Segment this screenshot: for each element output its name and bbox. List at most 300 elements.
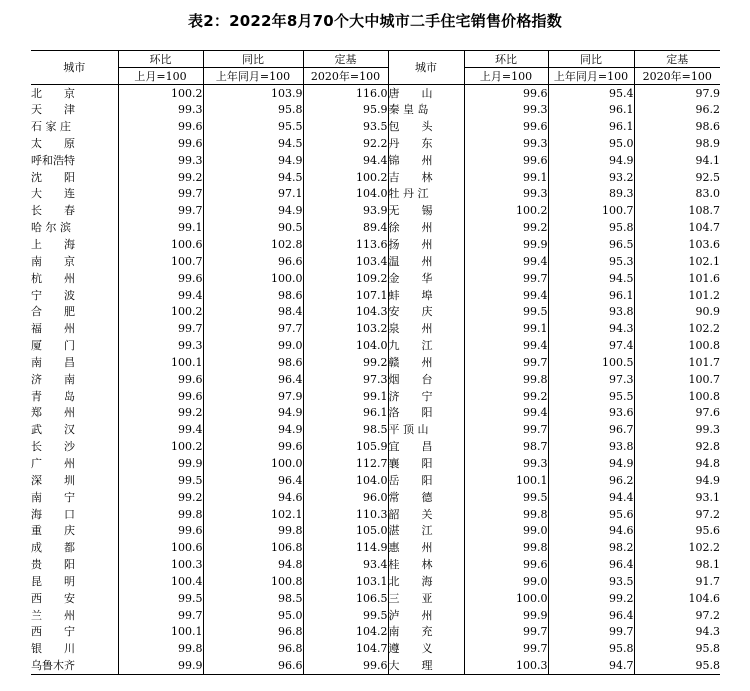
cell-mom-left: 99.5 — [118, 590, 203, 607]
cell-yoy-right: 94.6 — [548, 522, 634, 539]
cell-fixed-right: 101.6 — [634, 270, 720, 287]
table-row — [31, 354, 720, 371]
cell-fixed-left: 99.2 — [303, 354, 388, 371]
cell-city-left: 西 安 — [31, 591, 75, 605]
cell-mom-left: 99.6 — [118, 388, 203, 405]
cell-yoy-right: 100.7 — [548, 202, 634, 219]
cell-yoy-left: 96.6 — [203, 657, 303, 674]
cell-mom-right: 99.9 — [464, 236, 548, 253]
header-city-right: 城市 — [388, 51, 464, 85]
cell-yoy-right: 96.5 — [548, 236, 634, 253]
table-row — [31, 219, 720, 236]
cell-yoy-left: 96.4 — [203, 472, 303, 489]
table-row — [31, 657, 720, 674]
cell-fixed-left: 114.9 — [303, 539, 388, 556]
cell-mom-left: 100.1 — [118, 624, 203, 641]
cell-yoy-right: 96.4 — [548, 607, 634, 624]
cell-city-left: 成 都 — [31, 541, 75, 555]
cell-mom-left: 99.8 — [118, 640, 203, 657]
cell-mom-right: 99.2 — [464, 388, 548, 405]
cell-city-right: 三 亚 — [388, 590, 464, 607]
cell-yoy-left: 103.9 — [203, 85, 303, 102]
cell-city-left: 宁 波 — [31, 288, 75, 302]
table-row — [31, 337, 720, 354]
cell-city-right: 平 顶 山 — [388, 421, 464, 438]
cell-mom-right: 100.0 — [464, 590, 548, 607]
cell-yoy-left: 94.5 — [203, 169, 303, 186]
cell-city-right: 襄 阳 — [388, 455, 464, 472]
table-row — [31, 152, 720, 169]
cell-fixed-right: 91.7 — [634, 573, 720, 590]
cell-yoy-right: 96.1 — [548, 101, 634, 118]
cell-mom-left: 99.9 — [118, 657, 203, 674]
cell-fixed-left: 103.2 — [303, 320, 388, 337]
cell-fixed-left: 103.1 — [303, 573, 388, 590]
cell-mom-left: 100.3 — [118, 556, 203, 573]
cell-city-right: 无 锡 — [388, 202, 464, 219]
cell-mom-right: 99.6 — [464, 118, 548, 135]
header-city-left: 城市 — [31, 51, 118, 85]
cell-mom-right: 99.6 — [464, 85, 548, 102]
cell-fixed-left: 98.5 — [303, 421, 388, 438]
cell-mom-right: 99.5 — [464, 489, 548, 506]
cell-yoy-left: 102.1 — [203, 506, 303, 523]
cell-city-left: 合 肥 — [31, 305, 75, 319]
cell-city-left: 呼和浩特 — [31, 153, 75, 167]
cell-city-right: 大 理 — [388, 657, 464, 674]
cell-yoy-right: 96.7 — [548, 421, 634, 438]
cell-city-right: 扬 州 — [388, 236, 464, 253]
cell-yoy-left: 94.9 — [203, 405, 303, 422]
cell-city-left: 西 宁 — [31, 625, 75, 639]
cell-yoy-left: 94.9 — [203, 152, 303, 169]
cell-city-right: 北 海 — [388, 573, 464, 590]
cell-city-right: 唐 山 — [388, 85, 464, 102]
cell-mom-right: 99.0 — [464, 573, 548, 590]
cell-fixed-right: 97.9 — [634, 85, 720, 102]
cell-city-right: 常 德 — [388, 489, 464, 506]
cell-fixed-left: 104.0 — [303, 472, 388, 489]
cell-fixed-left: 116.0 — [303, 85, 388, 102]
header-fixed-right: 定基 — [634, 51, 720, 68]
cell-yoy-right: 96.2 — [548, 472, 634, 489]
cell-yoy-right: 94.5 — [548, 270, 634, 287]
cell-mom-right: 99.1 — [464, 320, 548, 337]
table-header — [31, 51, 720, 85]
table-row — [31, 556, 720, 573]
cell-fixed-left: 93.5 — [303, 118, 388, 135]
cell-city-right: 济 宁 — [388, 388, 464, 405]
cell-yoy-right: 95.4 — [548, 85, 634, 102]
table-row — [31, 388, 720, 405]
cell-yoy-left: 95.8 — [203, 101, 303, 118]
cell-mom-right: 99.0 — [464, 522, 548, 539]
table-row — [31, 287, 720, 304]
cell-yoy-right: 95.8 — [548, 640, 634, 657]
cell-yoy-left: 94.6 — [203, 489, 303, 506]
cell-fixed-left: 104.0 — [303, 186, 388, 203]
table-row — [31, 624, 720, 641]
cell-mom-right: 99.2 — [464, 219, 548, 236]
cell-city-right: 桂 林 — [388, 556, 464, 573]
cell-yoy-left: 95.0 — [203, 607, 303, 624]
cell-mom-right: 99.3 — [464, 455, 548, 472]
cell-city-left: 银 川 — [31, 642, 75, 656]
cell-mom-left: 99.6 — [118, 135, 203, 152]
cell-fixed-right: 98.1 — [634, 556, 720, 573]
cell-city-right: 南 充 — [388, 624, 464, 641]
cell-fixed-left: 107.1 — [303, 287, 388, 304]
table-row — [31, 455, 720, 472]
header-fixed-left: 定基 — [303, 51, 388, 68]
cell-city-left: 南 昌 — [31, 355, 75, 369]
cell-city-left: 上 海 — [31, 238, 75, 252]
cell-fixed-left: 99.6 — [303, 657, 388, 674]
cell-yoy-left: 98.4 — [203, 303, 303, 320]
cell-yoy-left: 99.0 — [203, 337, 303, 354]
cell-city-left: 石 家 庄 — [31, 120, 71, 134]
cell-mom-left: 99.7 — [118, 320, 203, 337]
cell-yoy-left: 97.1 — [203, 186, 303, 203]
cell-mom-left: 99.3 — [118, 101, 203, 118]
cell-mom-right: 100.2 — [464, 202, 548, 219]
table-row — [31, 186, 720, 203]
cell-city-right: 锦 州 — [388, 152, 464, 169]
cell-fixed-left: 104.3 — [303, 303, 388, 320]
cell-city-left: 太 原 — [31, 136, 75, 150]
cell-fixed-right: 92.8 — [634, 438, 720, 455]
cell-mom-left: 100.6 — [118, 236, 203, 253]
cell-mom-right: 99.8 — [464, 371, 548, 388]
table-row — [31, 85, 720, 102]
cell-city-right: 岳 阳 — [388, 472, 464, 489]
cell-fixed-left: 96.0 — [303, 489, 388, 506]
cell-mom-left: 100.4 — [118, 573, 203, 590]
cell-mom-left: 99.8 — [118, 506, 203, 523]
cell-fixed-right: 95.8 — [634, 640, 720, 657]
cell-mom-left: 100.7 — [118, 253, 203, 270]
cell-yoy-right: 99.7 — [548, 624, 634, 641]
cell-yoy-right: 95.0 — [548, 135, 634, 152]
cell-mom-right: 99.4 — [464, 287, 548, 304]
cell-fixed-right: 100.8 — [634, 388, 720, 405]
header-mom-sub-left: 上月=100 — [118, 68, 203, 85]
cell-fixed-left: 89.4 — [303, 219, 388, 236]
table-row — [31, 270, 720, 287]
cell-city-left: 沈 阳 — [31, 170, 75, 184]
cell-fixed-right: 94.3 — [634, 624, 720, 641]
cell-mom-right: 99.7 — [464, 624, 548, 641]
cell-fixed-right: 98.6 — [634, 118, 720, 135]
cell-fixed-left: 99.5 — [303, 607, 388, 624]
cell-mom-left: 99.6 — [118, 270, 203, 287]
cell-fixed-right: 102.2 — [634, 539, 720, 556]
cell-mom-left: 99.9 — [118, 455, 203, 472]
cell-fixed-left: 104.2 — [303, 624, 388, 641]
cell-fixed-right: 95.8 — [634, 657, 720, 674]
table-row — [31, 118, 720, 135]
cell-city-left: 郑 州 — [31, 406, 75, 420]
table-row — [31, 101, 720, 118]
cell-mom-right: 99.6 — [464, 152, 548, 169]
table-row — [31, 405, 720, 422]
cell-city-left: 南 宁 — [31, 490, 75, 504]
cell-fixed-left: 110.3 — [303, 506, 388, 523]
cell-fixed-left: 95.9 — [303, 101, 388, 118]
header-mom-left: 环比 — [118, 51, 203, 68]
cell-fixed-right: 94.1 — [634, 152, 720, 169]
cell-fixed-right: 83.0 — [634, 186, 720, 203]
cell-mom-right: 98.7 — [464, 438, 548, 455]
cell-city-right: 烟 台 — [388, 371, 464, 388]
cell-city-left: 厦 门 — [31, 339, 75, 353]
cell-mom-left: 100.2 — [118, 303, 203, 320]
header-yoy-sub-right: 上年同月=100 — [548, 68, 634, 85]
cell-yoy-right: 89.3 — [548, 186, 634, 203]
cell-yoy-right: 94.7 — [548, 657, 634, 674]
cell-mom-left: 100.1 — [118, 354, 203, 371]
cell-yoy-left: 99.8 — [203, 522, 303, 539]
cell-yoy-right: 94.9 — [548, 152, 634, 169]
cell-mom-left: 99.6 — [118, 118, 203, 135]
cell-yoy-left: 97.9 — [203, 388, 303, 405]
cell-city-right: 徐 州 — [388, 219, 464, 236]
cell-fixed-right: 104.7 — [634, 219, 720, 236]
cell-yoy-left: 94.9 — [203, 421, 303, 438]
table-body — [31, 85, 720, 675]
cell-mom-left: 99.7 — [118, 186, 203, 203]
cell-fixed-left: 103.4 — [303, 253, 388, 270]
cell-city-left: 兰 州 — [31, 608, 75, 622]
cell-city-left: 乌鲁木齐 — [31, 657, 118, 674]
cell-fixed-left: 94.4 — [303, 152, 388, 169]
cell-fixed-left: 93.4 — [303, 556, 388, 573]
cell-mom-left: 99.5 — [118, 472, 203, 489]
cell-yoy-right: 95.3 — [548, 253, 634, 270]
cell-fixed-right: 97.2 — [634, 506, 720, 523]
table-row — [31, 640, 720, 657]
cell-fixed-left: 105.0 — [303, 522, 388, 539]
cell-yoy-right: 99.2 — [548, 590, 634, 607]
table-row — [31, 438, 720, 455]
cell-city-right: 泸 州 — [388, 607, 464, 624]
cell-fixed-right: 95.6 — [634, 522, 720, 539]
cell-yoy-left: 100.0 — [203, 270, 303, 287]
table-row — [31, 320, 720, 337]
cell-city-right: 遵 义 — [388, 640, 464, 657]
cell-mom-left: 99.1 — [118, 219, 203, 236]
cell-city-right: 惠 州 — [388, 539, 464, 556]
cell-city-right: 九 江 — [388, 337, 464, 354]
cell-city-left: 长 沙 — [31, 440, 75, 454]
cell-city-left: 北 京 — [31, 86, 75, 100]
cell-mom-right: 99.3 — [464, 135, 548, 152]
price-index-table — [31, 50, 720, 675]
cell-mom-right: 99.4 — [464, 253, 548, 270]
cell-fixed-right: 97.2 — [634, 607, 720, 624]
cell-city-right: 金 华 — [388, 270, 464, 287]
cell-city-right: 丹 东 — [388, 135, 464, 152]
cell-yoy-right: 94.9 — [548, 455, 634, 472]
cell-fixed-right: 97.6 — [634, 405, 720, 422]
cell-fixed-left: 97.3 — [303, 371, 388, 388]
cell-fixed-left: 93.9 — [303, 202, 388, 219]
table-row — [31, 135, 720, 152]
cell-mom-left: 99.3 — [118, 337, 203, 354]
cell-mom-right: 99.7 — [464, 354, 548, 371]
cell-city-left: 南 京 — [31, 254, 75, 268]
table-row — [31, 421, 720, 438]
cell-mom-right: 99.8 — [464, 506, 548, 523]
cell-fixed-right: 101.2 — [634, 287, 720, 304]
cell-yoy-left: 96.4 — [203, 371, 303, 388]
cell-yoy-left: 95.5 — [203, 118, 303, 135]
header-fixed-sub-right: 2020年=100 — [634, 68, 720, 85]
cell-fixed-right: 104.6 — [634, 590, 720, 607]
cell-mom-right: 99.7 — [464, 421, 548, 438]
table-row — [31, 472, 720, 489]
cell-mom-left: 99.4 — [118, 421, 203, 438]
cell-mom-right: 99.3 — [464, 101, 548, 118]
cell-city-right: 秦 皇 岛 — [388, 101, 464, 118]
cell-city-left: 武 汉 — [31, 423, 75, 437]
cell-fixed-left: 109.2 — [303, 270, 388, 287]
cell-fixed-right: 99.3 — [634, 421, 720, 438]
header-yoy-right: 同比 — [548, 51, 634, 68]
cell-city-left: 深 圳 — [31, 473, 75, 487]
cell-mom-left: 99.4 — [118, 287, 203, 304]
table-row — [31, 371, 720, 388]
table-row — [31, 607, 720, 624]
cell-city-right: 湛 江 — [388, 522, 464, 539]
cell-city-left: 济 南 — [31, 372, 75, 386]
cell-mom-left: 99.2 — [118, 405, 203, 422]
cell-city-right: 泉 州 — [388, 320, 464, 337]
header-mom-right: 环比 — [464, 51, 548, 68]
cell-mom-right: 99.3 — [464, 186, 548, 203]
cell-fixed-left: 104.7 — [303, 640, 388, 657]
cell-mom-right: 99.5 — [464, 303, 548, 320]
cell-mom-left: 100.2 — [118, 438, 203, 455]
cell-city-left: 贵 阳 — [31, 558, 75, 572]
cell-fixed-right: 108.7 — [634, 202, 720, 219]
cell-fixed-right: 90.9 — [634, 303, 720, 320]
cell-yoy-right: 96.4 — [548, 556, 634, 573]
cell-fixed-right: 102.2 — [634, 320, 720, 337]
cell-yoy-left: 100.0 — [203, 455, 303, 472]
cell-mom-left: 99.6 — [118, 522, 203, 539]
header-yoy-left: 同比 — [203, 51, 303, 68]
cell-fixed-left: 99.1 — [303, 388, 388, 405]
cell-yoy-left: 96.8 — [203, 624, 303, 641]
cell-yoy-right: 100.5 — [548, 354, 634, 371]
cell-yoy-left: 98.5 — [203, 590, 303, 607]
cell-mom-left: 99.6 — [118, 371, 203, 388]
cell-yoy-left: 98.6 — [203, 354, 303, 371]
cell-yoy-right: 95.6 — [548, 506, 634, 523]
header-fixed-sub-left: 2020年=100 — [303, 68, 388, 85]
cell-city-right: 韶 关 — [388, 506, 464, 523]
cell-yoy-right: 97.3 — [548, 371, 634, 388]
cell-yoy-right: 98.2 — [548, 539, 634, 556]
cell-mom-left: 99.2 — [118, 489, 203, 506]
cell-yoy-left: 96.8 — [203, 640, 303, 657]
cell-fixed-left: 100.2 — [303, 169, 388, 186]
cell-fixed-right: 101.7 — [634, 354, 720, 371]
cell-mom-left: 99.7 — [118, 202, 203, 219]
cell-yoy-left: 90.5 — [203, 219, 303, 236]
cell-fixed-left: 106.5 — [303, 590, 388, 607]
cell-city-right: 安 庆 — [388, 303, 464, 320]
table-row — [31, 253, 720, 270]
cell-mom-right: 99.6 — [464, 556, 548, 573]
cell-fixed-left: 104.0 — [303, 337, 388, 354]
cell-yoy-left: 94.8 — [203, 556, 303, 573]
cell-mom-right: 100.3 — [464, 657, 548, 674]
cell-fixed-right: 94.9 — [634, 472, 720, 489]
cell-mom-left: 99.3 — [118, 152, 203, 169]
table-row — [31, 489, 720, 506]
cell-fixed-right: 96.2 — [634, 101, 720, 118]
cell-city-right: 包 头 — [388, 118, 464, 135]
cell-yoy-right: 95.5 — [548, 388, 634, 405]
cell-yoy-right: 93.5 — [548, 573, 634, 590]
cell-mom-right: 99.9 — [464, 607, 548, 624]
table-row — [31, 522, 720, 539]
cell-yoy-right: 96.1 — [548, 118, 634, 135]
cell-mom-right: 99.8 — [464, 539, 548, 556]
table-row — [31, 169, 720, 186]
cell-mom-right: 99.4 — [464, 337, 548, 354]
cell-mom-left: 99.2 — [118, 169, 203, 186]
table-row — [31, 573, 720, 590]
table-row — [31, 303, 720, 320]
cell-yoy-right: 96.1 — [548, 287, 634, 304]
cell-yoy-left: 99.6 — [203, 438, 303, 455]
cell-city-left: 杭 州 — [31, 271, 75, 285]
cell-fixed-left: 96.1 — [303, 405, 388, 422]
cell-city-right: 蚌 埠 — [388, 287, 464, 304]
cell-city-right: 牡 丹 江 — [388, 186, 464, 203]
cell-fixed-right: 93.1 — [634, 489, 720, 506]
table-row — [31, 236, 720, 253]
cell-mom-left: 99.7 — [118, 607, 203, 624]
cell-city-left: 哈 尔 滨 — [31, 221, 71, 235]
cell-city-left: 青 岛 — [31, 389, 75, 403]
cell-city-left: 重 庆 — [31, 524, 75, 538]
cell-yoy-left: 102.8 — [203, 236, 303, 253]
cell-city-left: 昆 明 — [31, 574, 75, 588]
cell-city-right: 宜 昌 — [388, 438, 464, 455]
cell-mom-right: 100.1 — [464, 472, 548, 489]
cell-fixed-right: 102.1 — [634, 253, 720, 270]
cell-mom-left: 100.6 — [118, 539, 203, 556]
cell-fixed-left: 113.6 — [303, 236, 388, 253]
cell-fixed-left: 112.7 — [303, 455, 388, 472]
cell-city-right: 赣 州 — [388, 354, 464, 371]
cell-fixed-left: 92.2 — [303, 135, 388, 152]
cell-yoy-left: 97.7 — [203, 320, 303, 337]
cell-yoy-left: 98.6 — [203, 287, 303, 304]
cell-city-left: 天 津 — [31, 103, 75, 117]
cell-city-left: 广 州 — [31, 456, 75, 470]
table-row — [31, 506, 720, 523]
cell-mom-right: 99.4 — [464, 405, 548, 422]
cell-yoy-left: 94.9 — [203, 202, 303, 219]
cell-fixed-right: 98.9 — [634, 135, 720, 152]
cell-yoy-right: 93.8 — [548, 303, 634, 320]
header-mom-sub-right: 上月=100 — [464, 68, 548, 85]
